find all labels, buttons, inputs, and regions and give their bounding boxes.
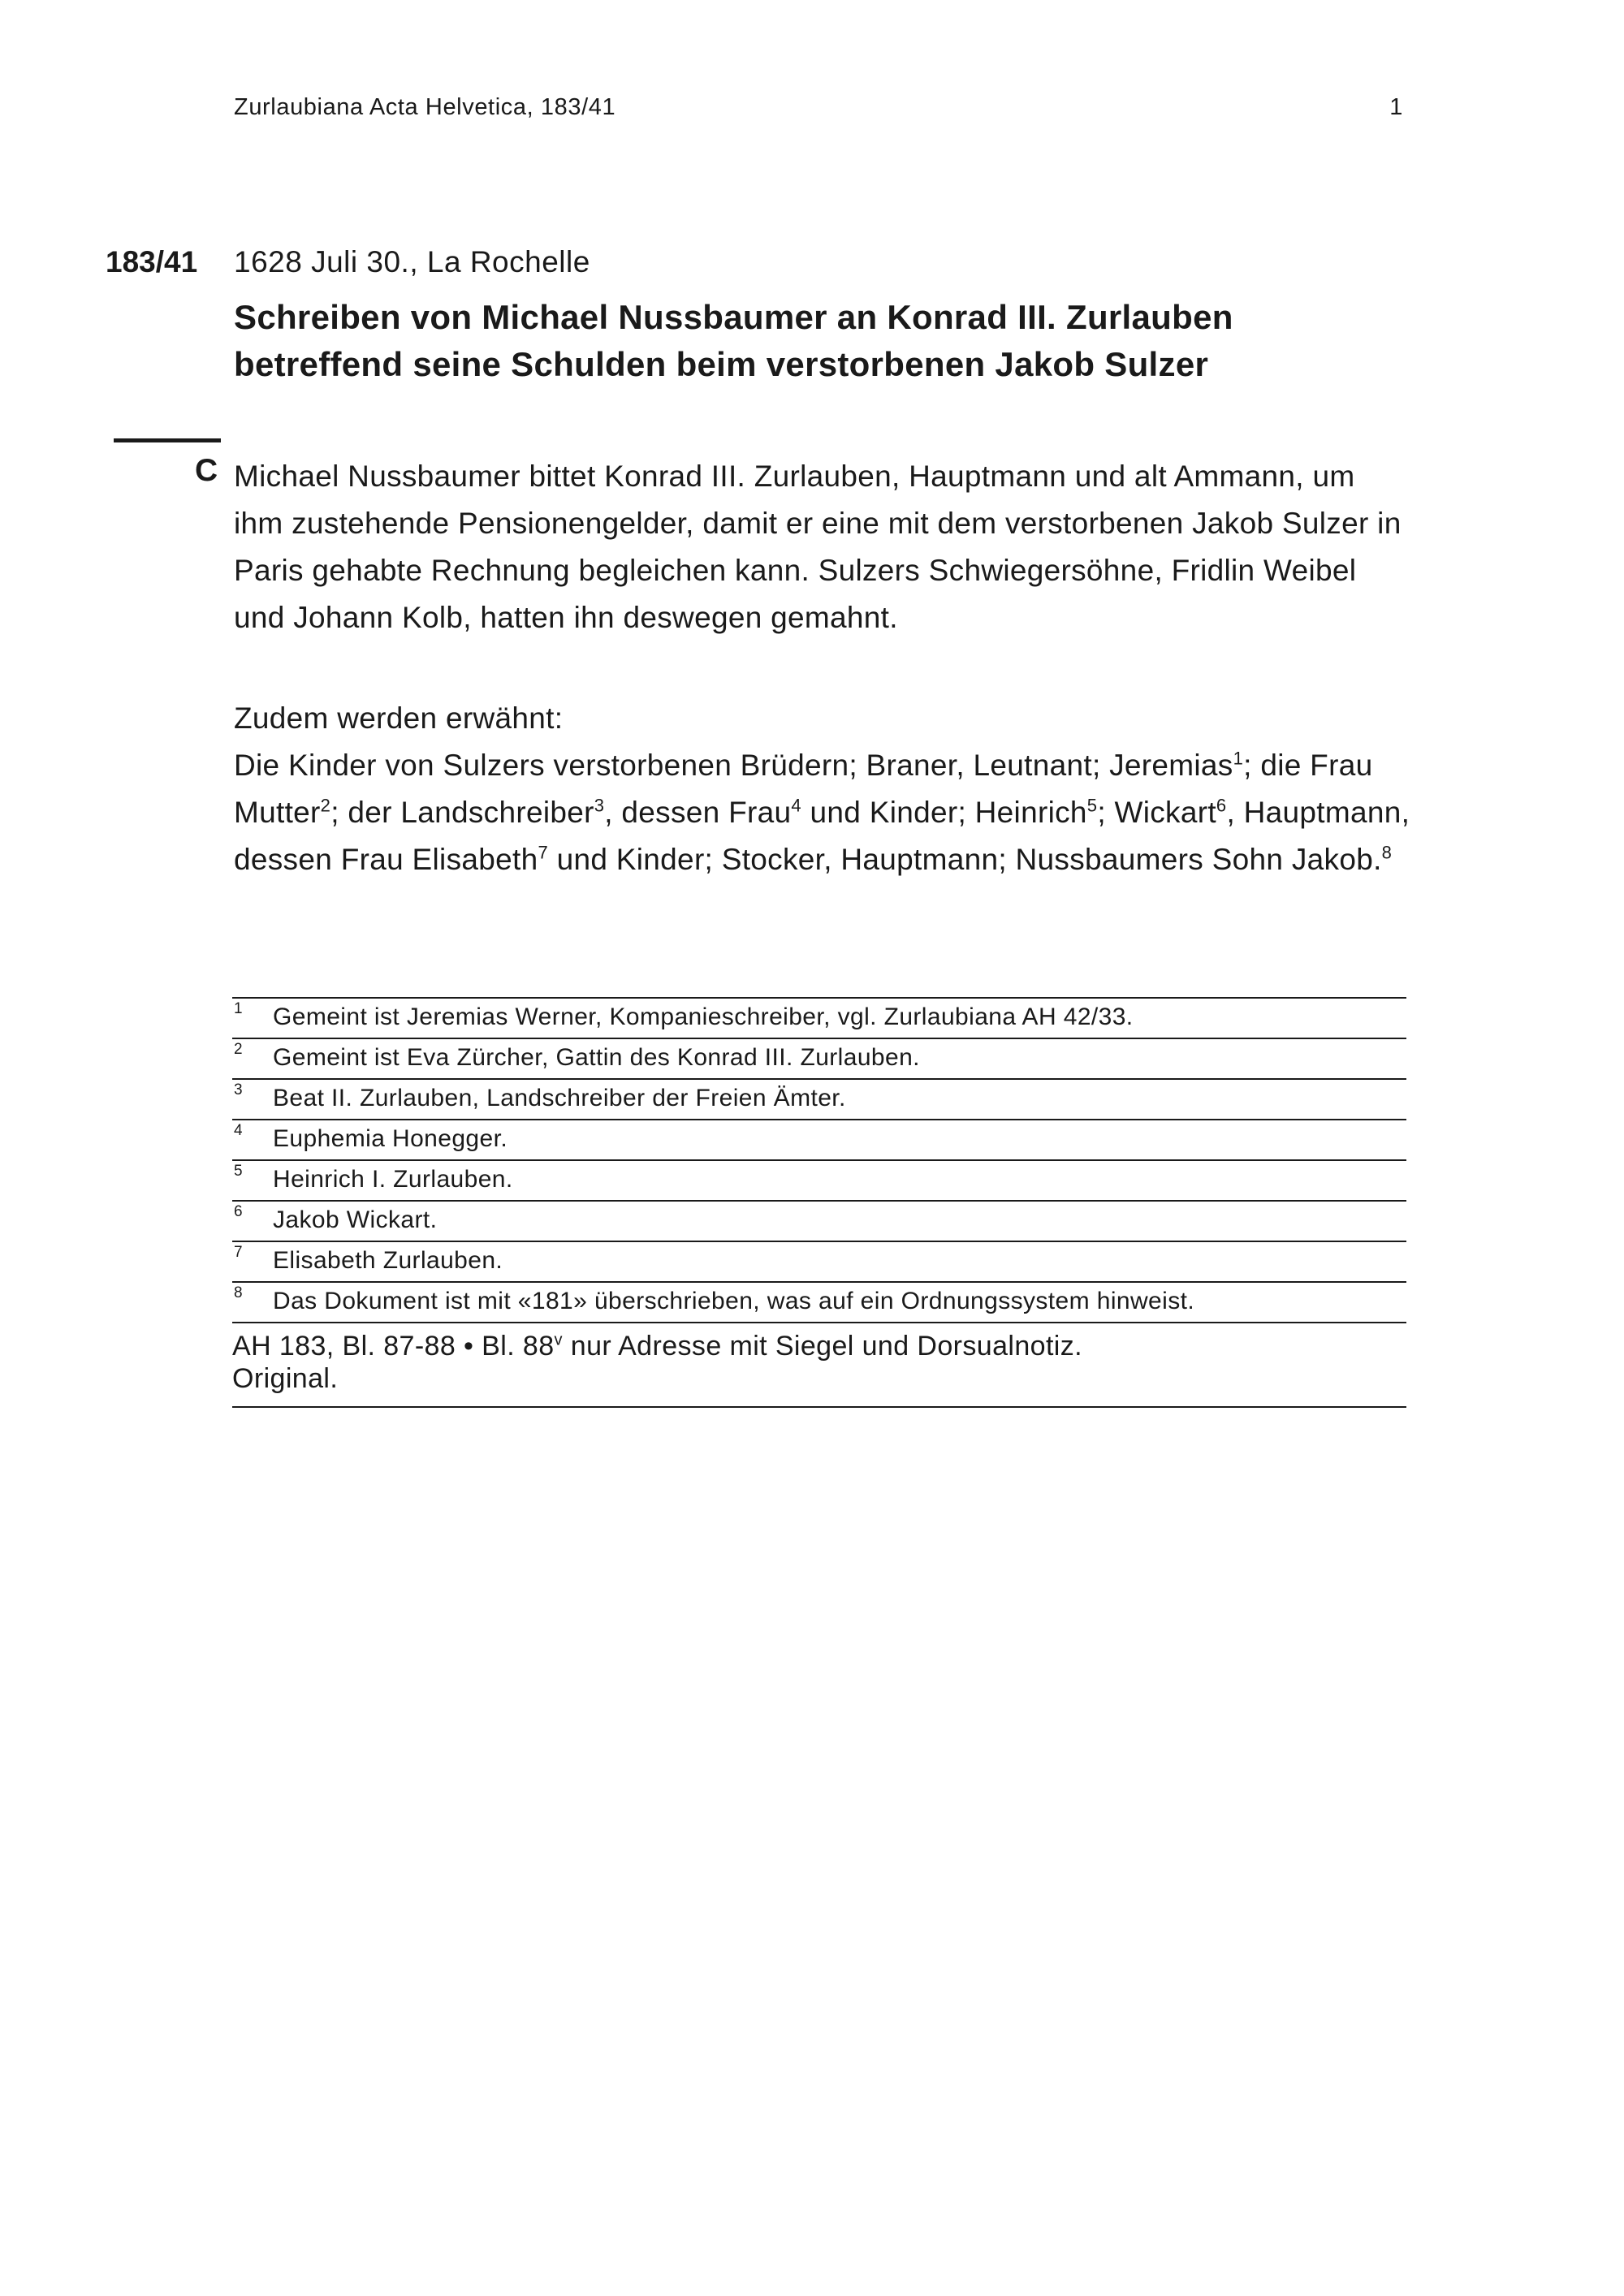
footnote-row: [232, 1283, 1406, 1323]
footnote-ref[interactable]: 6: [1216, 795, 1227, 816]
mentions-text-part: , dessen Frau: [604, 796, 792, 829]
footnote-number: 5: [234, 1163, 243, 1180]
footnote-row: [232, 1120, 1406, 1161]
footnote-number: 4: [234, 1122, 243, 1139]
footnote-ref[interactable]: 8: [1381, 842, 1393, 863]
source-line: [232, 1330, 1406, 1362]
footnote-ref[interactable]: 1: [1233, 748, 1244, 769]
mentions-text-part: , Hauptmann, dessen Frau Elisabeth: [234, 796, 1410, 876]
footnote-ref[interactable]: 5: [1086, 795, 1098, 816]
footnote-row: [232, 1161, 1406, 1202]
footnote-text: Jakob Wickart.: [273, 1206, 438, 1233]
source-text: AH 183, Bl. 87-88 • Bl. 88: [232, 1331, 555, 1362]
footnote-text: Euphemia Honegger.: [273, 1125, 508, 1152]
mentions-text-part: und Kinder; Stocker, Hauptmann; Nussbaumers Sohn Jakob.: [548, 843, 1382, 876]
entry-title: Schreiben von Michael Nussbaumer an Konrad III. Zurlauben betreffend seine Schulden beim verstorbenen Jakob Sulzer: [234, 298, 1233, 383]
footnote-ref[interactable]: 3: [594, 795, 605, 816]
mentions-block: [234, 695, 1411, 883]
running-title: Zurlaubiana Acta Helvetica, 183/41: [234, 94, 616, 120]
footnote-number: 1: [234, 1000, 243, 1017]
footnote-ref[interactable]: 7: [538, 842, 549, 863]
footnote-text: Gemeint ist Jeremias Werner, Kompanieschreiber, vgl. Zurlaubiana AH 42/33.: [273, 1003, 1134, 1030]
footnote-number: 3: [234, 1081, 243, 1098]
footnote-row: [232, 1242, 1406, 1283]
source-text: nur Adresse mit Siegel und Dorsualnotiz.: [562, 1331, 1082, 1362]
source-superscript: v: [554, 1331, 563, 1349]
footnote-ref[interactable]: 2: [320, 795, 331, 816]
mentions-text-part: ; Wickart: [1097, 796, 1216, 829]
running-header: [234, 94, 1403, 121]
page-number: 1: [1389, 94, 1403, 120]
footnote-row: [232, 1202, 1406, 1242]
footnote-number: 7: [234, 1244, 243, 1261]
section-divider: [114, 438, 221, 442]
footnote-text: Das Dokument ist mit «181» überschrieben, was auf ein Ordnungssystem hinweist.: [273, 1288, 1195, 1314]
footnote-number: 6: [234, 1203, 243, 1220]
footnotes-table: [232, 997, 1406, 1323]
footnote-text: Elisabeth Zurlauben.: [273, 1247, 503, 1274]
footnote-text: Beat II. Zurlauben, Landschreiber der Freien Ämter.: [273, 1085, 846, 1111]
entry-number: 183/41: [106, 245, 198, 278]
entry-summary: Michael Nussbaumer bittet Konrad III. Zurlauben, Hauptmann und alt Ammann, um ihm zustehende Pensionengelder, damit er eine mit dem verstorbenen Jakob Sulzer in Paris gehabte Rechnung begleichen kann. Sulzers Schwiegersöhne, Fridlin Weibel und Johann Kolb, hatten ihn deswegen gemahnt.: [234, 460, 1402, 634]
footnote-row: [232, 1080, 1406, 1120]
footnote-number: 8: [234, 1284, 243, 1301]
source-note: [232, 1330, 1406, 1408]
footnote-row: [232, 999, 1406, 1039]
footnote-ref[interactable]: 4: [791, 795, 801, 816]
section-letter: C: [195, 453, 218, 488]
mentions-text-part: und Kinder; Heinrich: [801, 796, 1087, 829]
mentions-text-part: Die Kinder von Sulzers verstorbenen Brüdern; Braner, Leutnant; Jeremias: [234, 749, 1233, 782]
footnote-row: [232, 1039, 1406, 1080]
mentions-text-part: ; der Landschreiber: [330, 796, 594, 829]
footnote-text: Heinrich I. Zurlauben.: [273, 1166, 513, 1193]
source-type: Original.: [232, 1363, 339, 1394]
footnote-text: Gemeint ist Eva Zürcher, Gattin des Konrad III. Zurlauben.: [273, 1044, 920, 1071]
mentions-text: [234, 742, 1411, 883]
entry-date-place: 1628 Juli 30., La Rochelle: [234, 245, 590, 278]
footnote-number: 2: [234, 1041, 243, 1058]
mentions-text-part: ; die Frau Mutter: [234, 749, 1373, 829]
mentions-heading: Zudem werden erwähnt:: [234, 701, 564, 735]
